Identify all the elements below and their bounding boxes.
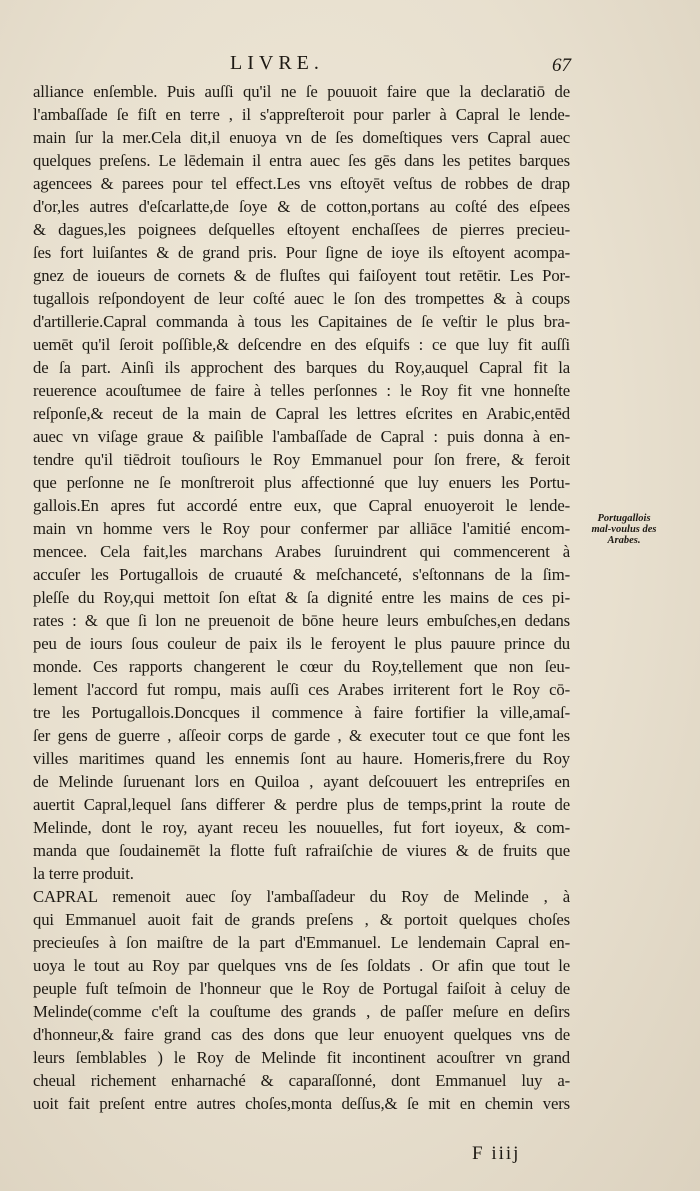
text-line: rates : & que ſi lon ne preuenoit de bōne heure leurs embuſches,en dedans	[33, 611, 570, 630]
text-line: uoit fait preſent entre autres choſes,monta deſſus,& ſe mit en chemin vers	[33, 1094, 570, 1113]
text-line: gnez de ioueurs de cornets & de fluſtes qui faiſoyent tout retētir. Les Por-	[33, 266, 570, 285]
text-line: cheual richement enharnaché & caparaſſonné, dont Emmanuel luy a-	[33, 1071, 570, 1090]
margin-note-line: Portugallois	[597, 513, 651, 524]
text-line: mencee. Cela fait,les marchans Arabes ſuruindrent qui commencerent à	[33, 542, 570, 561]
text-line: auec vn viſage graue & paiſible l'ambaſſade de Capral : puis donna à en-	[33, 427, 570, 446]
text-line: de Melinde ſuruenant lors en Quiloa , ayant deſcouuert les entrepriſes en	[33, 772, 570, 791]
text-line: que perſonne ne ſe monſtreroit plus affectionné que luy enuers les Portu-	[33, 473, 570, 492]
text-line: ſes fort luiſantes & de grand pris. Pour ſigne de ioye ils eſtoyent acompa-	[33, 243, 570, 262]
text-line: & dagues,les poignees deſquelles eſtoyent enchaſſees de pierres precieu-	[33, 220, 570, 239]
text-line: d'artillerie.Capral commanda à tous les Capitaines de ſe veſtir le plus bra-	[33, 312, 570, 331]
text-line: de ſa part. Ainſi ils approchent des barques du Roy,auquel Capral fit la	[33, 358, 570, 377]
text-line: tre les Portugallois.Doncques il commence à faire fortifier la ville,amaſ-	[33, 703, 570, 722]
text-line: quelques preſens. Le lēdemain il entra auec ſes gēs dans les petites barques	[33, 151, 570, 170]
text-line: tendre qu'il tiēdroit touſiours le Roy Emmanuel pour ſon frere, & feroit	[33, 450, 570, 469]
text-line: auertit Capral,lequel ſans differer & perdre plus de temps,print la route de	[33, 795, 570, 814]
text-line: peu de iours ſous couleur de paix ils le feroyent le plus pauure prince du	[33, 634, 570, 653]
text-line: ſer gens de guerre , aſſeoir corps de garde , & executer tout ce que font les	[33, 726, 570, 745]
text-line: gallois.En apres fut accordé entre eux, que Capral enuoyeroit le lende-	[33, 496, 570, 515]
text-line: d'honneur,& faire grand cas des dons que leur enuoyent quelques vns de	[33, 1025, 570, 1044]
text-line: tugallois reſpondoyent de leur coſté auec le ſon des trompettes & à coups	[33, 289, 570, 308]
margin-note-line: mal-voulus des	[591, 524, 657, 535]
text-line: accuſer les Portugallois de cruauté & meſchanceté, s'eſtonnans de la ſim-	[33, 565, 570, 584]
text-line: Melinde, dont le roy, ayant receu les nouuelles, fut fort ioyeux, & com-	[33, 818, 570, 837]
text-line: leurs ſemblables ) le Roy de Melinde fit incontinent acouſtrer vn grand	[33, 1048, 570, 1067]
signature-mark: F iiij	[472, 1143, 521, 1164]
text-line: villes maritimes quand les ennemis ſont au haure. Homeris,frere du Roy	[33, 749, 570, 768]
text-line: uoya le tout au Roy par quelques vns de ſes ſoldats . Or afin que tout le	[33, 956, 570, 975]
text-line: la terre produit.	[33, 864, 134, 883]
text-line: precieuſes à ſon maiſtre de la part d'Emmanuel. Le lendemain Capral en-	[33, 933, 570, 952]
text-line: l'ambaſſade ſe fiſt en terre , il s'appreſteroit pour parler à Capral le lende-	[33, 105, 570, 124]
text-line: uemēt qu'il ſeroit poſſible,& deſcendre en des eſquifs : ce que luy fit auſſi	[33, 335, 570, 354]
text-line: Melinde(comme c'eſt la couſtume des grands , de paſſer meſure en deſirs	[33, 1002, 570, 1021]
page-number: 67	[552, 55, 571, 76]
text-line: pleſſe du Roy,qui mettoit ſon eſtat & ſa dignité entre les mains de ces pi-	[33, 588, 570, 607]
text-line: reuerence acouſtumee de faire à telles perſonnes : le Roy fit vne honneſte	[33, 381, 570, 400]
text-line: main vn homme vers le Roy pour confermer par alliāce l'amitié encom-	[33, 519, 570, 538]
text-line: alliance enſemble. Puis auſſi qu'il ne ſe pouuoit faire que la declaratiō de	[33, 82, 570, 101]
text-line: CAPRAL remenoit auec ſoy l'ambaſſadeur du Roy de Melinde , à	[33, 887, 570, 906]
running-title: LIVRE.	[230, 52, 324, 74]
text-line: manda que ſoudainemēt la flotte fuſt rafraiſchie de viures & de fruits que	[33, 841, 570, 860]
text-line: d'or,les autres d'eſcarlatte,de ſoye & de cotton,portans au coſté des eſpees	[33, 197, 570, 216]
text-line: peuple fuſt teſmoin de l'honneur que le Roy de Portugal faiſoit à celuy de	[33, 979, 570, 998]
text-line	[33, 1115, 570, 1138]
text-line: qui Emmanuel auoit fait de grands preſens , & portoit quelques choſes	[33, 910, 570, 929]
text-line: monde. Ces rapports changerent le cœur du Roy,tellement que non ſeu-	[33, 657, 570, 676]
text-line: reſponſe,& receut de la main de Capral les lettres eſcrites en Arabic,entēd	[33, 404, 570, 423]
text-line: main ſur la mer.Cela dit,il enuoya vn de ſes domeſtiques vers Capral auec	[33, 128, 570, 147]
margin-note-line: Arabes.	[607, 535, 641, 546]
body-text	[33, 80, 570, 1138]
text-line: lement l'accord fut rompu, mais auſſi ces Arabes irriterent fort le Roy cō-	[33, 680, 570, 699]
text-line: agencees & parees pour tel effect.Les vns eſtoyēt veſtus de robbes de drap	[33, 174, 570, 193]
margin-note	[574, 513, 674, 546]
